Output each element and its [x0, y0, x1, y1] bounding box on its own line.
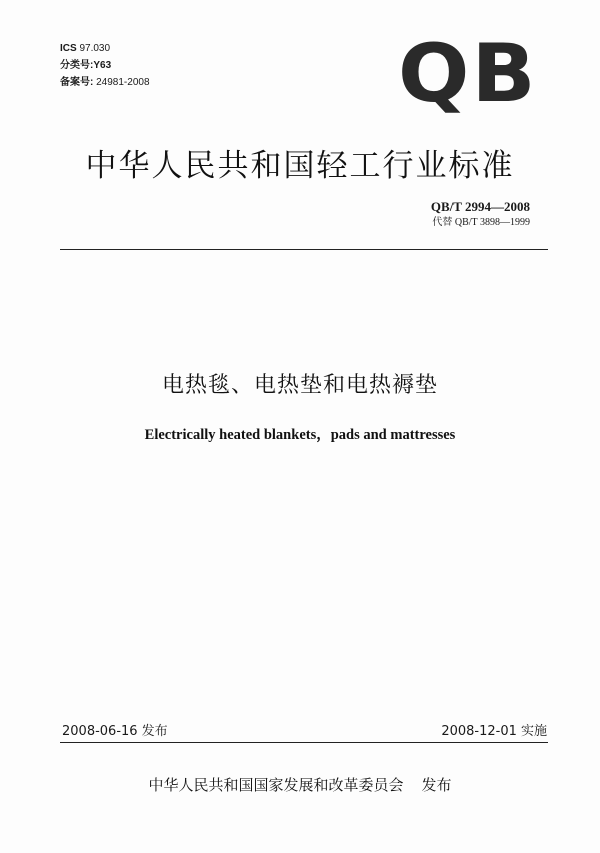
org-title: 中华人民共和国轻工行业标准 — [85, 148, 515, 184]
record-line — [60, 74, 150, 91]
standard-number: QB/T 2994—2008 — [430, 199, 530, 214]
classification-block — [60, 40, 150, 91]
issue-date: 2008-06-16 发布 — [62, 724, 168, 739]
publisher-name: 中华人民共和国国家发展和改革委员会 — [148, 776, 404, 794]
record-value: 24981-2008 — [96, 77, 150, 88]
ics-label: ICS — [60, 43, 77, 54]
qb-logo: QB — [398, 27, 538, 120]
bottom-divider — [60, 742, 548, 743]
ics-value: 97.030 — [79, 43, 111, 54]
ics-line — [60, 40, 150, 57]
chinese-title: 电热毯、电热垫和电热褥垫 — [161, 373, 438, 398]
publisher-line — [0, 774, 600, 795]
top-divider — [60, 249, 548, 250]
record-label: 备案号: — [60, 77, 94, 88]
replaces-standard: 代替 QB/T 3898—1999 — [432, 217, 530, 228]
class-line — [60, 57, 150, 74]
english-title: Electrically heated blankets，pads and mattresses — [144, 427, 456, 443]
implementation-date: 2008-12-01 实施 — [441, 724, 547, 739]
publisher-label: 发布 — [421, 776, 452, 794]
class-value: Y63 — [93, 60, 112, 71]
class-label: 分类号: — [60, 60, 94, 71]
